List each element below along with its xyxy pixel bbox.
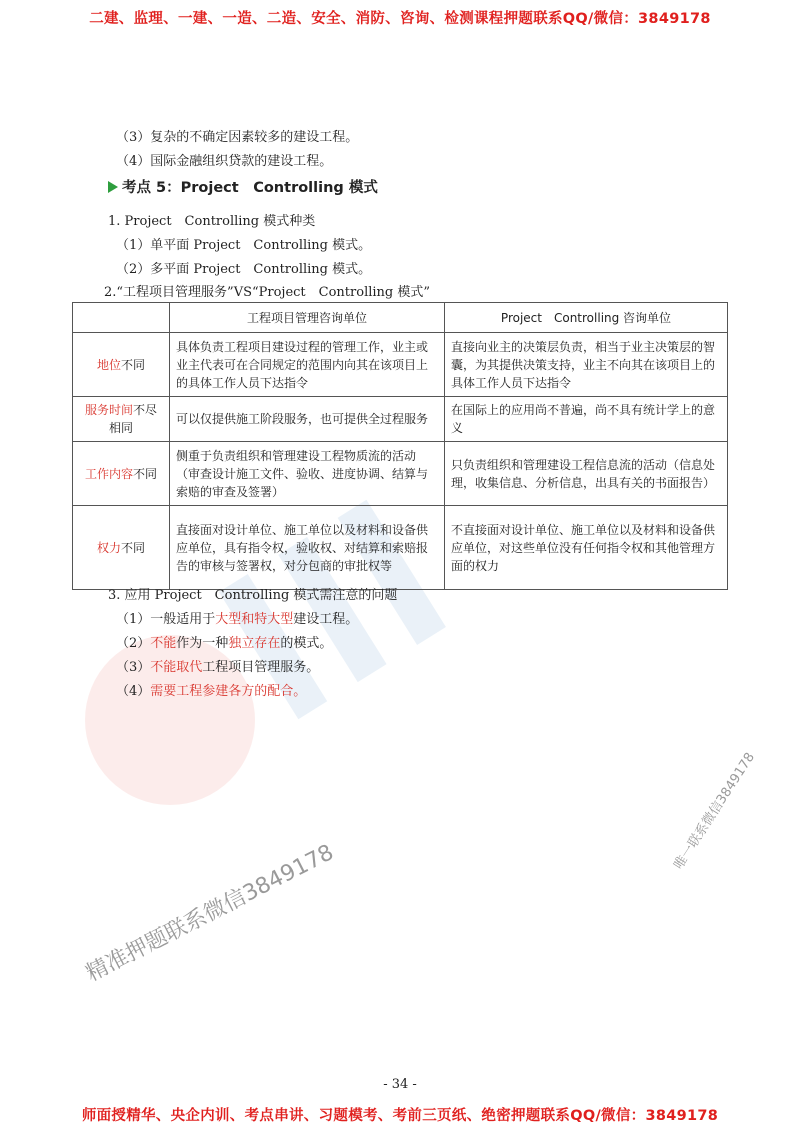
pc-cell: 在国际上的应用尚不普遍，尚不具有统计学上的意义 xyxy=(445,397,728,442)
pm-cell: 侧重于负责组织和管理建设工程物质流的活动（审查设计施工文件、验收、进度协调、结算与索赔的审查及签署） xyxy=(170,442,445,506)
bottom-banner: 师面授精华、央企内训、考点串讲、习题模考、考前三页纸、绝密押题联系QQ/微信：3849178 xyxy=(81,1108,719,1124)
pc-cell: 只负责组织和管理建设工程信息流的活动（信息处理，收集信息、分析信息，出具有关的书面报告） xyxy=(445,442,728,506)
types-item: （1）单平面 Project Controlling 模式。 xyxy=(116,238,372,253)
table-row xyxy=(73,506,728,590)
issue-item: （4）需要工程参建各方的配合。 xyxy=(116,684,307,699)
intro-item: （3）复杂的不确定因素较多的建设工程。 xyxy=(116,130,359,145)
types-heading: 1. Project Controlling 模式种类 xyxy=(108,214,316,229)
dimension-rest: 不同 xyxy=(121,540,146,555)
section-heading xyxy=(108,176,378,197)
comparison-heading: 2.“工程项目管理服务”VS“Project Controlling 模式” xyxy=(104,285,431,300)
section-title: 考点 5：Project Controlling 模式 xyxy=(122,180,378,196)
issues-heading: 3. 应用 Project Controlling 模式需注意的问题 xyxy=(108,588,398,603)
green-triangle-icon xyxy=(108,181,118,193)
dimension-rest: 不同 xyxy=(133,466,158,481)
dimension-highlight: 服务时间 xyxy=(84,403,133,417)
top-banner: 二建、监理、一建、一造、二造、安全、消防、咨询、检测课程押题联系QQ/微信：3849178 xyxy=(89,11,711,27)
pm-cell: 具体负责工程项目建设过程的管理工作，业主或业主代表可在合同规定的范围内向其在该项目上的具体工作人员下达指令 xyxy=(170,333,445,397)
dimension-cell xyxy=(73,397,170,442)
pm-cell: 直接面对设计单位、施工单位以及材料和设备供应单位，具有指令权，验收权、对结算和索赔报告的审核与签署权，对分包商的审批权等 xyxy=(170,506,445,590)
intro-item: （4）国际金融组织贷款的建设工程。 xyxy=(116,154,333,169)
dimension-highlight: 权力 xyxy=(96,540,121,555)
header-cell: Project Controlling 咨询单位 xyxy=(445,303,728,333)
issue-item: （1）一般适用于大型和特大型建设工程。 xyxy=(116,612,359,627)
dimension-rest: 不同 xyxy=(121,357,146,372)
page-number: - 34 - xyxy=(383,1077,417,1092)
table-row xyxy=(73,442,728,506)
table-row xyxy=(73,333,728,397)
issue-item: （2）不能作为一种独立存在的模式。 xyxy=(116,636,333,651)
pc-cell: 直接向业主的决策层负责，相当于业主决策层的智囊，为其提供决策支持，业主不向其在该项目上的具体工作人员下达指令 xyxy=(445,333,728,397)
dimension-highlight: 工作内容 xyxy=(84,466,133,481)
comparison-table xyxy=(72,302,728,590)
table-header-row xyxy=(73,303,728,333)
dimension-rest: 不尽相同 xyxy=(108,403,158,435)
pm-cell: 可以仅提供施工阶段服务，也可提供全过程服务 xyxy=(170,397,445,442)
watermark-right: 唯一联系微信3849178 xyxy=(671,750,758,873)
pc-cell: 不直接面对设计单位、施工单位以及材料和设备供应单位，对这些单位没有任何指令权和其他管理方面的权力 xyxy=(445,506,728,590)
types-item: （2）多平面 Project Controlling 模式。 xyxy=(116,262,372,277)
watermark-left: 精准押题联系微信3849178 xyxy=(82,840,338,987)
header-cell xyxy=(73,303,170,333)
dimension-cell xyxy=(73,442,170,506)
table-row xyxy=(73,397,728,442)
dimension-cell xyxy=(73,506,170,590)
issue-item: （3）不能取代工程项目管理服务。 xyxy=(116,660,320,675)
header-cell: 工程项目管理咨询单位 xyxy=(170,303,445,333)
dimension-highlight: 地位 xyxy=(96,357,121,372)
dimension-cell xyxy=(73,333,170,397)
